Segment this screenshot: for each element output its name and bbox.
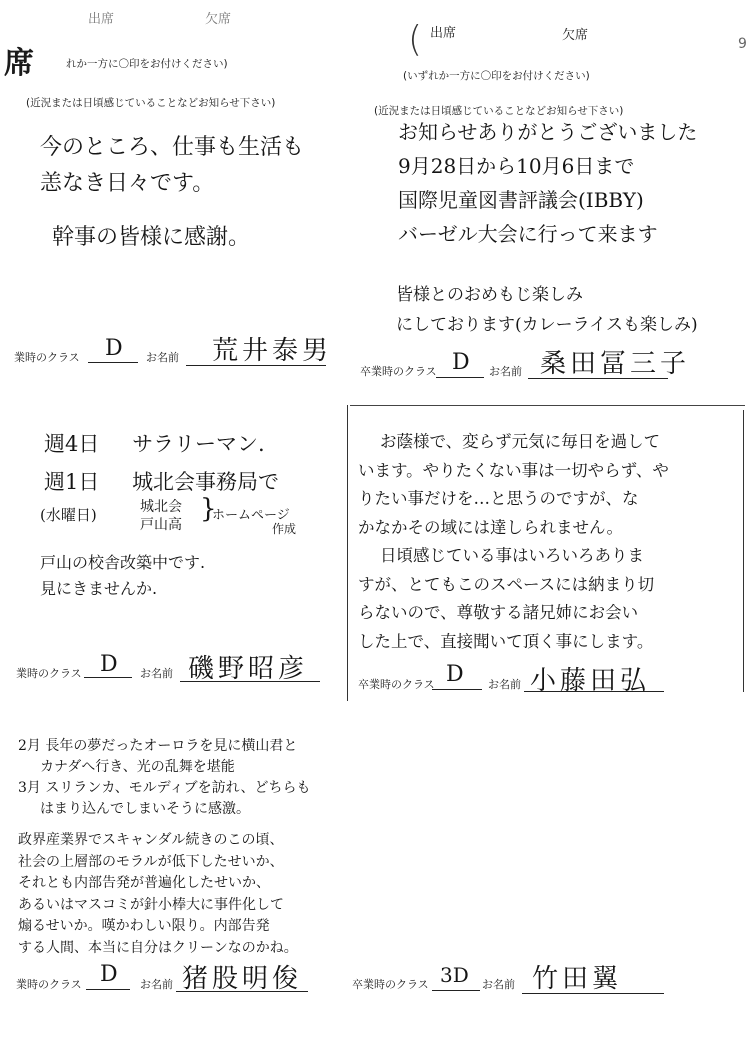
message-line: にしております(カレーライスも楽しみ) — [396, 315, 698, 335]
message-line: する人間、本当に自分はクリーンなのかね。 — [18, 939, 298, 956]
message-line: 幹事の皆様に感謝。 — [52, 225, 251, 250]
message-line: すが、とてもこのスペースには納まり切 — [358, 574, 655, 594]
message-body-2 — [18, 830, 298, 959]
message-line: 3月 スリランカ、モルディブを訪れ、どちらも — [18, 780, 311, 796]
attend-option: 出席 — [430, 26, 457, 41]
class-label: 卒業時のクラス — [360, 365, 437, 378]
name-label: お名前 — [488, 678, 521, 691]
class-label: 業時のクラス — [14, 351, 80, 364]
message-line: 恙なき日々です。 — [40, 171, 215, 196]
absent-option: 欠席 — [562, 28, 589, 43]
frame-divider — [743, 410, 744, 692]
message-line: 戸山の校舎改築中です. — [40, 553, 206, 572]
instruction-text: れか一方に〇印をお付けください) — [66, 58, 228, 70]
task-note: 作成 — [272, 522, 297, 536]
name-label: お名前 — [140, 978, 173, 991]
absent-fragment: 欠席 — [205, 12, 232, 27]
weekday-note: (水曜日) — [40, 506, 97, 524]
class-label: 業時のクラス — [16, 667, 82, 680]
news-subheader: (近況または日頃感じていることなどお知らせ下さい) — [374, 105, 624, 117]
message-line: 今のところ、仕事も生活も — [40, 135, 305, 160]
schedule-role: サラリーマン. — [132, 432, 265, 456]
page-mark: 9 — [738, 36, 747, 52]
message-line: 国際児童図書評議会(IBBY) — [398, 188, 644, 212]
message-line: カナダへ行き、光の乱舞を堪能 — [40, 759, 235, 775]
org-note: 戸山高 — [140, 517, 182, 533]
message-line: 2月 長年の夢だったオーロラを見に横山君と — [18, 738, 298, 754]
message-body — [18, 736, 311, 820]
class-label: 卒業時のクラス — [352, 978, 429, 991]
message-body — [358, 428, 669, 656]
message-body — [40, 130, 304, 256]
class-value: D — [100, 962, 118, 987]
news-subheader: (近況または日頃感じていることなどお知らせ下さい) — [26, 97, 276, 109]
message-line: 見にきませんか. — [40, 579, 158, 598]
name-value: 猪股明俊 — [182, 964, 303, 994]
class-value: 3D — [440, 963, 469, 987]
name-label: お名前 — [146, 351, 179, 364]
name-value: 荒井泰男 — [212, 336, 333, 366]
instruction-text: (いずれか一方に〇印をお付けください) — [403, 70, 590, 82]
name-value: 小藤田弘 — [530, 666, 651, 696]
message-line: 政界産業界でスキャンダル続きのこの頃、 — [18, 832, 284, 848]
message-body — [398, 115, 697, 251]
message-line: した上で、直接聞いて頂く事にします。 — [358, 631, 654, 651]
message-line: 社会の上層部のモラルが低下したせいか、 — [18, 853, 284, 870]
message-line: お蔭様で、変らず元気に毎日を過して — [380, 432, 661, 451]
message-line: お知らせありがとうございました — [398, 120, 698, 144]
message-line: います。やりたくない事は一切やらず、や — [358, 460, 669, 480]
name-value: 磯野昭彦 — [188, 654, 309, 684]
message-line: らないので、尊敬する諸兄姉にお会い — [358, 603, 639, 622]
schedule-role: 城北会事務局で — [132, 470, 280, 494]
message-line: 皆様とのおめもじ楽しみ — [396, 285, 583, 305]
schedule-days: 週1日 — [44, 470, 100, 494]
task-note: ホームページ — [212, 508, 290, 523]
message-line: りたい事だけを…と思うのですが、な — [358, 489, 639, 508]
message-body-2 — [396, 280, 698, 340]
name-value: 桑田冨三子 — [540, 349, 691, 379]
class-label: 業時のクラス — [16, 978, 82, 991]
name-label: お名前 — [140, 667, 173, 680]
schedule-days: 週4日 — [44, 432, 100, 456]
class-value: D — [105, 336, 123, 361]
attend-fragment: 出席 — [88, 12, 115, 27]
class-value: D — [100, 652, 118, 677]
frame-divider — [347, 405, 348, 701]
class-value: D — [452, 350, 470, 375]
message-line: 煽るせいか。嘆かわしい限り。内部告発 — [18, 918, 270, 934]
message-line: バーゼル大会に行って来ます — [398, 222, 658, 246]
name-value: 竹田翼 — [532, 964, 623, 994]
attendance-heading: 席 — [4, 46, 34, 81]
message-line: はまり込んでしまいそうに感激。 — [40, 801, 250, 817]
message-line: かなかその域には達しられません。 — [358, 517, 623, 537]
class-label: 卒業時のクラス — [358, 678, 435, 691]
name-label: お名前 — [482, 978, 515, 991]
frame-divider — [350, 405, 745, 406]
org-note: 城北会 — [140, 499, 182, 515]
message-line: 日頃感じている事はいろいろありま — [380, 546, 644, 565]
name-label: お名前 — [489, 365, 522, 378]
message-line: それとも内部告発が普遍化したせいか、 — [18, 875, 270, 891]
message-line: 9月28日から10月6日まで — [398, 154, 635, 178]
class-value: D — [446, 662, 464, 687]
message-line: あるいはマスコミが針小棒大に事件化して — [18, 896, 284, 913]
